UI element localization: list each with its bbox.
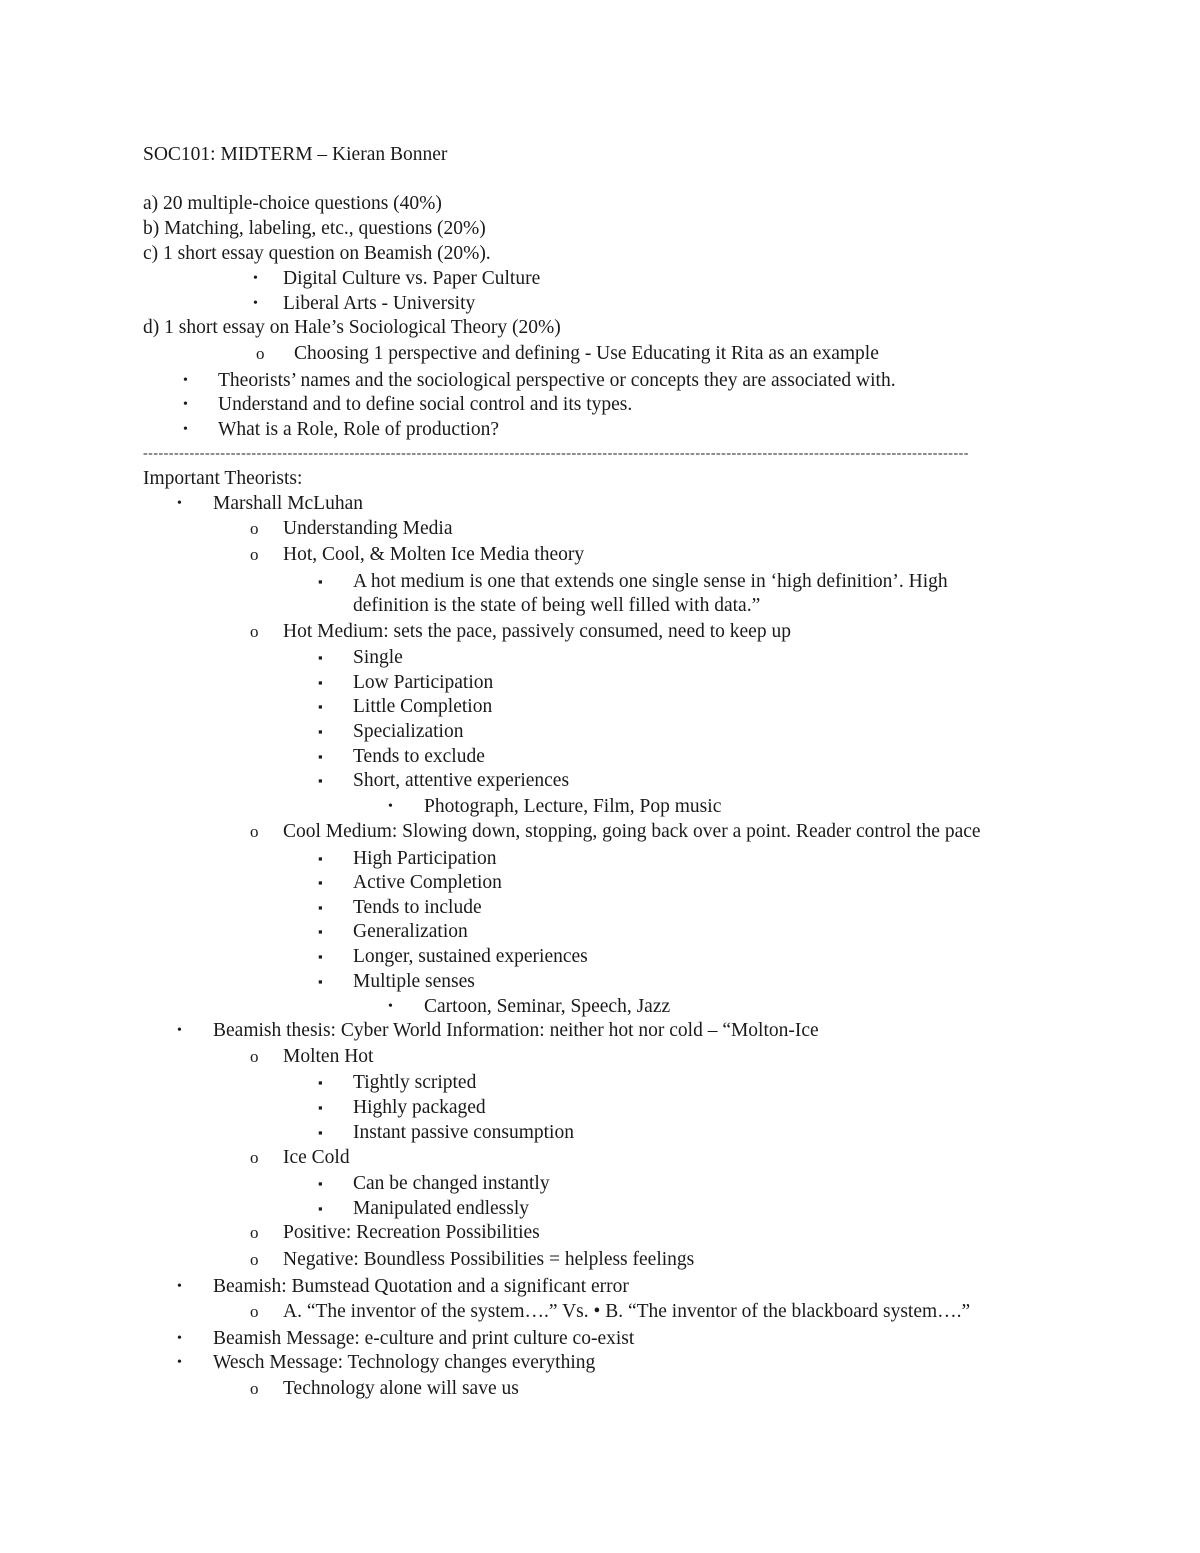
list-item-text: Tightly scripted [353,1072,477,1093]
list-item-text: Can be changed instantly [353,1173,550,1194]
bullet-square-icon: ▪ [318,749,323,764]
bullet-square-icon: ▪ [318,574,323,589]
list-item-text: Choosing 1 perspective and defining - Use Educating it Rita as an example [294,343,879,364]
theorist-mcluhan [0,491,1200,517]
list-item-text: Photograph, Lecture, Film, Pop music [424,796,722,817]
list-item [0,1044,1200,1070]
list-item [0,994,1200,1020]
list-item-text: Ice Cold [283,1147,350,1168]
list-item-continuation [0,593,1200,619]
list-item-text: Hot Medium: sets the pace, passively consumed, need to keep up [283,621,791,642]
list-item-text: Instant passive consumption [353,1122,574,1143]
bullet-dot-icon: • [253,296,258,311]
list-item-text: Wesch Message: Technology changes everything [213,1352,596,1373]
list-item [0,1376,1200,1402]
list-item-text: A. “The inventor of the system….” Vs. • B. “The inventor of the blackboard system….” [283,1301,971,1322]
exam-item-c-sub2 [0,291,1200,317]
bullet-square-icon: ▪ [318,924,323,939]
bullet-square-icon: ▪ [318,875,323,890]
list-item-text: Longer, sustained experiences [353,946,588,967]
bullet-square-icon: ▪ [318,900,323,915]
list-item-text: Active Completion [353,872,502,893]
list-item-text: Highly packaged [353,1097,486,1118]
list-item [0,1171,1200,1197]
bullet-circle-icon: o [250,622,259,641]
theorist-wesch [0,1350,1200,1376]
list-item [0,870,1200,896]
list-item-text: Cool Medium: Slowing down, stopping, going back over a point. Reader control the pace [283,821,981,842]
list-item-text: Positive: Recreation Possibilities [283,1222,540,1243]
bullet-circle-icon: o [250,822,259,841]
list-item-text: High Participation [353,848,497,869]
list-item [0,1095,1200,1121]
list-item [0,1120,1200,1146]
list-item-text: Beamish: Bumstead Quotation and a significant error [213,1276,629,1297]
list-item-text: A hot medium is one that extends one single sense in ‘high definition’. High [353,571,948,592]
bullet-dot-icon: • [177,496,182,511]
list-item [0,1247,1200,1273]
review-point [0,417,1200,443]
theorists-heading-line [0,466,1200,492]
bullet-circle-icon: o [250,1047,259,1066]
bullet-circle-icon: o [256,344,265,363]
list-item-text: Beamish thesis: Cyber World Information: neither hot nor cold – “Molton-Ice [213,1020,819,1041]
list-item [0,542,1200,568]
list-item-text: What is a Role, Role of production? [218,419,500,440]
bullet-square-icon: ▪ [318,1100,323,1115]
bullet-square-icon: ▪ [318,851,323,866]
list-item-text: Low Participation [353,672,494,693]
review-point [0,392,1200,418]
bullet-dot-icon: • [177,1331,182,1346]
separator-dashes: ---------------------------------------------------------------------------------------------------------------------------------------------------------------- [143,446,969,461]
bullet-dot-icon: • [183,422,188,437]
theorist-beamish-quote [0,1274,1200,1300]
bullet-circle-icon: o [250,545,259,564]
document-title-line [0,142,1200,168]
bullet-circle-icon: o [250,1379,259,1398]
list-item [0,670,1200,696]
list-item [0,1299,1200,1325]
document-title: SOC101: MIDTERM – Kieran Bonner [143,144,448,165]
list-item-text: Beamish Message: e-culture and print culture co-exist [213,1328,635,1349]
exam-item-d-sub1 [0,341,1200,367]
bullet-dot-icon: • [183,397,188,412]
list-item [0,1196,1200,1222]
list-item-text: Multiple senses [353,971,475,992]
bullet-dot-icon: • [177,1355,182,1370]
bullet-circle-icon: o [250,1148,259,1167]
bullet-square-icon: ▪ [318,699,323,714]
list-item [0,719,1200,745]
list-item [0,895,1200,921]
bullet-square-icon: ▪ [318,949,323,964]
list-item-text: Theorists’ names and the sociological perspective or concepts they are associated with. [218,370,896,391]
list-item-text: Single [353,647,403,668]
list-item [0,569,1200,595]
bullet-square-icon: ▪ [318,974,323,989]
list-item [0,619,1200,645]
bullet-square-icon: ▪ [318,773,323,788]
list-item [0,744,1200,770]
list-item [0,846,1200,872]
list-item-text: Manipulated endlessly [353,1198,530,1219]
list-item [0,969,1200,995]
exam-item-d-text: d) 1 short essay on Hale’s Sociological Theory (20%) [143,317,561,338]
bullet-circle-icon: o [250,1223,259,1242]
list-item-text: Molten Hot [283,1046,374,1067]
list-item [0,944,1200,970]
list-item-text: Tends to include [353,897,482,918]
list-item-text: Hot, Cool, & Molten Ice Media theory [283,544,585,565]
bullet-dot-icon: • [388,999,393,1014]
list-item-text: Understand and to define social control and its types. [218,394,633,415]
list-item-text: Liberal Arts - University [283,293,476,314]
list-item-text: Understanding Media [283,518,453,539]
list-item [0,794,1200,820]
list-item [0,1145,1200,1171]
exam-item-a [0,191,1200,217]
bullet-circle-icon: o [250,1250,259,1269]
exam-item-c-sub1 [0,266,1200,292]
list-item [0,1070,1200,1096]
list-item-text: Technology alone will save us [283,1378,519,1399]
list-item-text: Generalization [353,921,468,942]
exam-item-c [0,241,1200,267]
bullet-square-icon: ▪ [318,1176,323,1191]
bullet-square-icon: ▪ [318,1075,323,1090]
list-item [0,768,1200,794]
list-item [0,1220,1200,1246]
bullet-dot-icon: • [183,373,188,388]
exam-item-b-text: b) Matching, labeling, etc., questions (20%) [143,218,486,239]
list-item-text: Specialization [353,721,464,742]
bullet-dot-icon: • [177,1023,182,1038]
bullet-square-icon: ▪ [318,1125,323,1140]
list-item [0,819,1200,845]
list-item-text: Short, attentive experiences [353,770,570,791]
review-point [0,368,1200,394]
theorist-beamish-thesis [0,1018,1200,1044]
list-item-text: definition is the state of being well filled with data.” [353,595,761,616]
list-item-text: Little Completion [353,696,493,717]
theorist-beamish-message [0,1326,1200,1352]
list-item [0,516,1200,542]
theorists-heading: Important Theorists: [143,468,303,489]
list-item [0,694,1200,720]
separator-line [0,441,1200,467]
list-item [0,645,1200,671]
list-item-text: Negative: Boundless Possibilities = helpless feelings [283,1249,695,1270]
list-item-text: Digital Culture vs. Paper Culture [283,268,541,289]
bullet-dot-icon: • [253,271,258,286]
list-item [0,919,1200,945]
exam-item-a-text: a) 20 multiple-choice questions (40%) [143,193,442,214]
bullet-dot-icon: • [177,1279,182,1294]
bullet-square-icon: ▪ [318,650,323,665]
exam-item-b [0,216,1200,242]
exam-item-d [0,315,1200,341]
list-item-text: Marshall McLuhan [213,493,364,514]
exam-item-c-text: c) 1 short essay question on Beamish (20%). [143,243,491,264]
bullet-square-icon: ▪ [318,724,323,739]
bullet-square-icon: ▪ [318,675,323,690]
list-item-text: Tends to exclude [353,746,485,767]
bullet-circle-icon: o [250,1302,259,1321]
bullet-circle-icon: o [250,519,259,538]
bullet-dot-icon: • [388,799,393,814]
list-item-text: Cartoon, Seminar, Speech, Jazz [424,996,671,1017]
bullet-square-icon: ▪ [318,1201,323,1216]
